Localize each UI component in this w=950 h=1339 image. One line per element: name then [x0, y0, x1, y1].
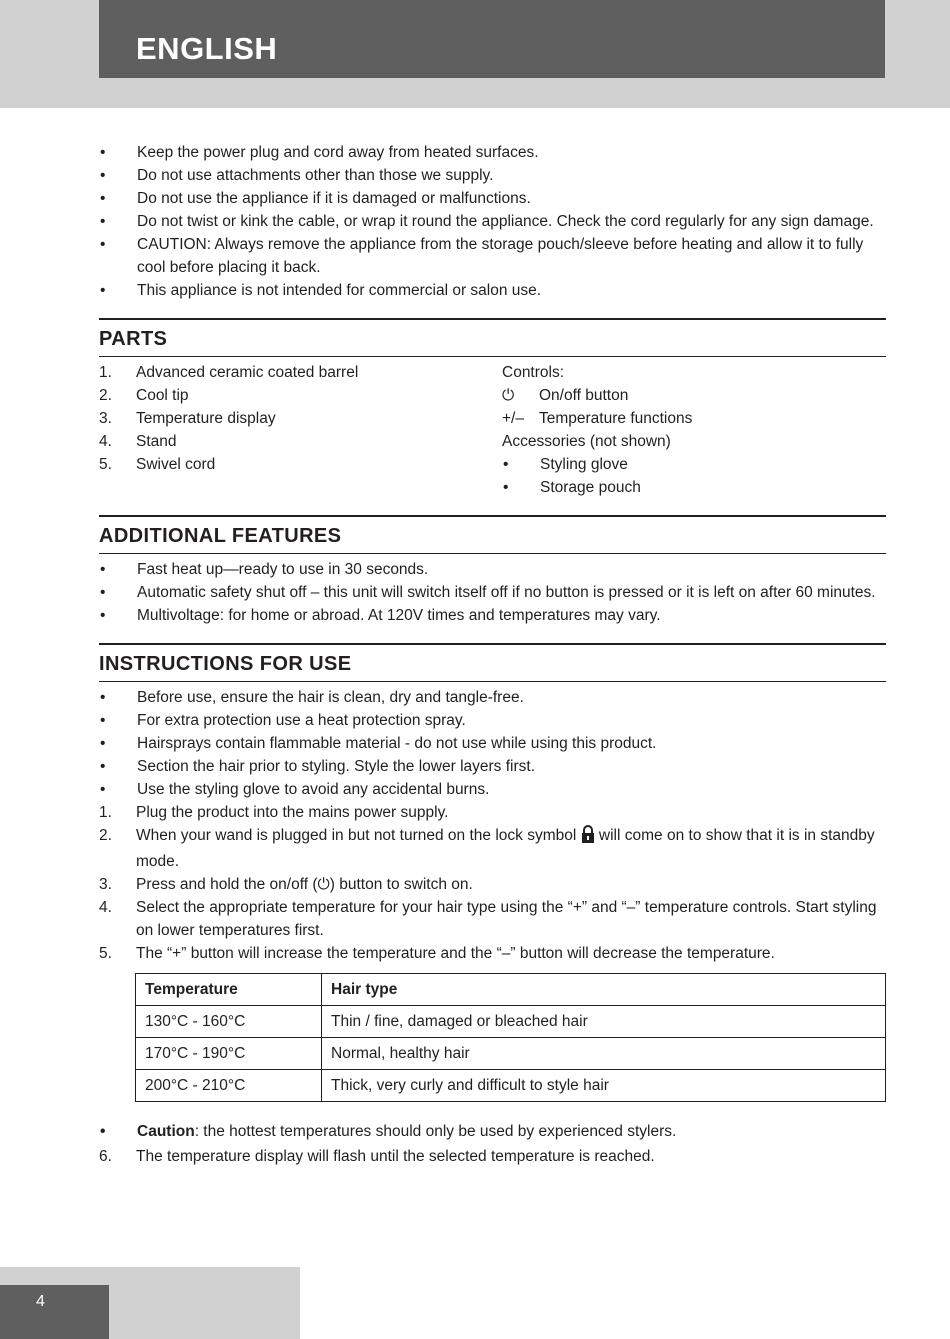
table-cell: 170°C - 190°C [136, 1038, 322, 1070]
caution-note: • Caution: the hottest temperatures should only be used by experienced stylers. [100, 1123, 677, 1140]
list-item: • For extra protection use a heat protection spray. [100, 712, 466, 729]
features-list [99, 558, 886, 627]
list-item: • Fast heat up—ready to use in 30 seconds. [100, 561, 429, 578]
language-title: ENGLISH [136, 31, 278, 66]
list-item: • Use the styling glove to avoid any accidental burns. [100, 781, 490, 798]
parts-section [99, 361, 886, 499]
safety-list [99, 141, 886, 302]
list-item: ⏻ On/off button [502, 384, 886, 407]
table-header-row [136, 974, 886, 1006]
table-cell: Thick, very curly and difficult to style hair [322, 1070, 886, 1102]
table-header: Temperature [136, 974, 322, 1006]
list-item: • Hairsprays contain flammable material - do not use while using this product. [100, 735, 657, 752]
list-item: • Do not use the appliance if it is damaged or malfunctions. [100, 190, 531, 207]
temperature-table [135, 973, 886, 1102]
header-band [0, 0, 950, 108]
table-row [136, 1070, 886, 1102]
table-cell: Normal, healthy hair [322, 1038, 886, 1070]
step-4: 4. Select the appropriate temperature for your hair type using the “+” and “–” temperature controls. Start styling on lower temperatures first. [99, 899, 877, 939]
list-item: 1. Advanced ceramic coated barrel [99, 364, 359, 381]
page-number: 4 [36, 1293, 45, 1310]
list-item: • Do not twist or kink the cable, or wrap it round the appliance. Check the cord regularly for any sign damage. [100, 213, 874, 230]
table-cell: 200°C - 210°C [136, 1070, 322, 1102]
page-number-box [0, 1285, 109, 1339]
list-item: • Keep the power plug and cord away from heated surfaces. [100, 144, 539, 161]
caution-and-step-6 [99, 1120, 886, 1168]
list-item: • Automatic safety shut off – this unit will switch itself off if no button is pressed or it is left on after 60 minutes. [100, 584, 876, 601]
section-heading-parts: PARTS [99, 318, 886, 357]
list-item: • Section the hair prior to styling. Style the lower layers first. [100, 758, 535, 775]
list-item: 4. Stand [99, 433, 177, 450]
step-5: 5. The “+” button will increase the temperature and the “–” button will decrease the temperature. [99, 945, 775, 962]
power-icon: ⏻ [502, 387, 515, 404]
list-item: • Styling glove [503, 456, 628, 473]
parts-list [99, 361, 502, 499]
controls-label: Controls: [502, 364, 565, 381]
list-item: 2. Cool tip [99, 387, 189, 404]
list-item: +/– Temperature functions [502, 407, 886, 430]
plus-minus-icon: +/– [502, 410, 524, 427]
list-item: • This appliance is not intended for commercial or salon use. [100, 282, 542, 299]
controls-list [502, 361, 886, 499]
table-cell: Thin / fine, damaged or bleached hair [322, 1006, 886, 1038]
language-tab [99, 0, 885, 78]
list-item: • Multivoltage: for home or abroad. At 120V times and temperatures may vary. [100, 607, 661, 624]
step-6: 6. The temperature display will flash until the selected temperature is reached. [99, 1148, 655, 1165]
accessories-label: Accessories (not shown) [502, 433, 671, 450]
step-2: 2. When your wand is plugged in but not turned on the lock symbol will come on to show that it is in standby mode. [99, 827, 875, 870]
instructions-list [99, 686, 886, 965]
step-1: 1. Plug the product into the mains power supply. [99, 804, 449, 821]
section-heading-additional-features: ADDITIONAL FEATURES [99, 515, 886, 554]
list-item: • Before use, ensure the hair is clean, dry and tangle-free. [100, 689, 524, 706]
table-header: Hair type [322, 974, 886, 1006]
list-item: • Storage pouch [503, 479, 641, 496]
table-row [136, 1038, 886, 1070]
step-3: 3. Press and hold the on/off (⏻) button to switch on. [99, 876, 473, 893]
lock-icon [581, 825, 595, 850]
table-row [136, 1006, 886, 1038]
list-item: 5. Swivel cord [99, 456, 216, 473]
list-item: 3. Temperature display [99, 410, 276, 427]
section-heading-instructions: INSTRUCTIONS FOR USE [99, 643, 886, 682]
table-cell: 130°C - 160°C [136, 1006, 322, 1038]
list-item: • Do not use attachments other than those we supply. [100, 167, 494, 184]
page-content [99, 141, 886, 1168]
list-item: • CAUTION: Always remove the appliance from the storage pouch/sleeve before heating and allow it to fully cool before placing it back. [100, 236, 864, 276]
